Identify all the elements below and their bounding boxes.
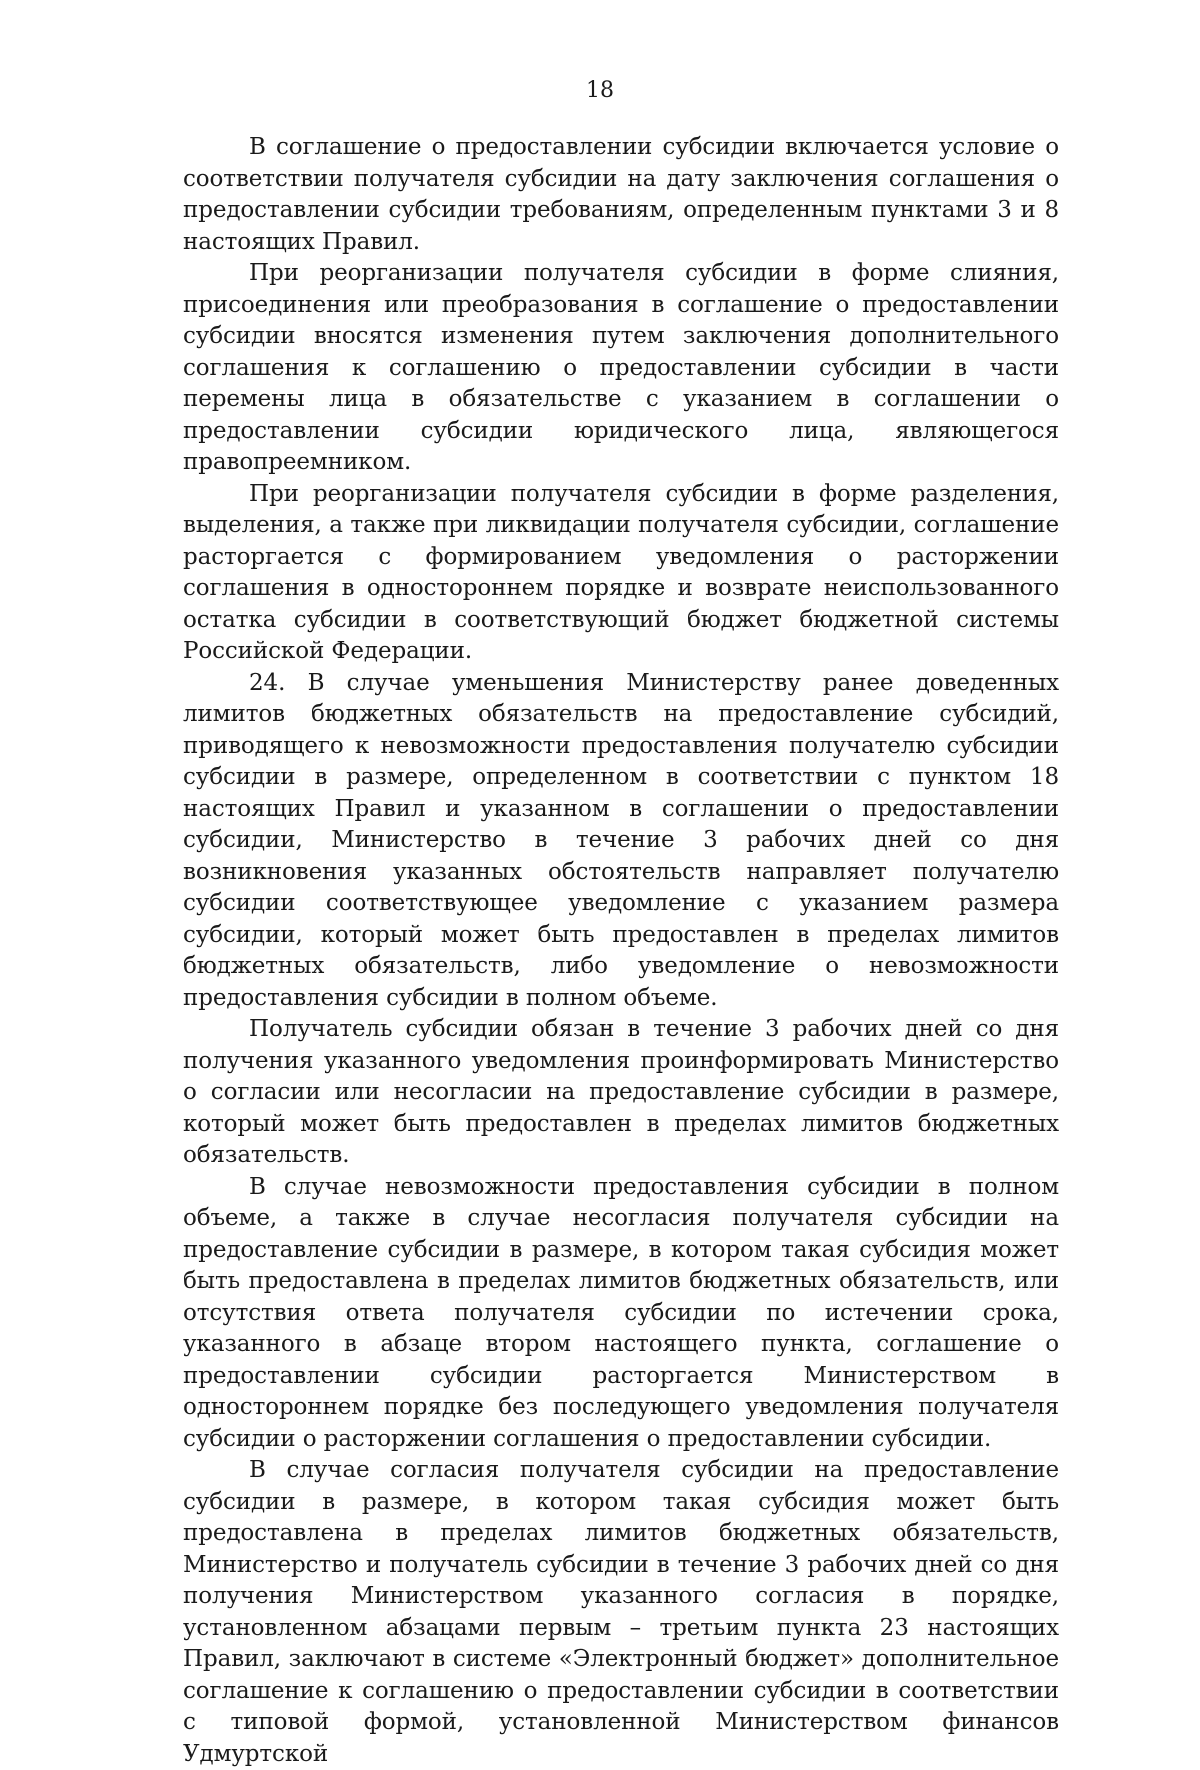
paragraph: Получатель субсидии обязан в течение 3 рабочих дней со дня получения указанного уведомления проинформировать Министерство о согласии или несогласии на предоставление субсидии в размере, который может быть предоставлен в пределах лимитов бюджетных обязательств. [183,1016,1059,1168]
paragraph: При реорганизации получателя субсидии в форме разделения, выделения, а также при ликвидации получателя субсидии, соглашение расторгается с формированием уведомления о расторжении соглашения в одностороннем порядке и возврате неиспользованного остатка субсидии в соответствующий бюджет бюджетной системы Российской Федерации. [183,480,1059,664]
page-number: 18 [586,78,614,103]
paragraph: При реорганизации получателя субсидии в форме слияния, присоединения или преобразования в соглашение о предоставлении субсидии вносятся изменения путем заключения дополнительного соглашения к соглашению о предоставлении субсидии в части перемены лица в обязательстве с указанием в соглашении о предоставлении субсидии юридического лица, являющегося правопреемником. [183,260,1059,475]
document-body [183,132,1059,1770]
paragraph: 24. В случае уменьшения Министерству ранее доведенных лимитов бюджетных обязательств на предоставление субсидий, приводящего к невозможности предоставления получателю субсидии субсидии в размере, определенном в соответствии с пунктом 18 настоящих Правил и указанном в соглашении о предоставлении субсидии, Министерство в течение 3 рабочих дней со дня возникновения указанных обстоятельств направляет получателю субсидии соответствующее уведомление с указанием размера субсидии, который может быть предоставлен в пределах лимитов бюджетных обязательств, либо уведомление о невозможности предоставления субсидии в полном объеме. [183,669,1059,1011]
paragraph: В случае согласия получателя субсидии на предоставление субсидии в размере, в котором такая субсидия может быть предоставлена в пределах лимитов бюджетных обязательств, Министерство и получатель субсидии в течение 3 рабочих дней со дня получения Министерством указанного согласия в порядке, установленном абзацами первым – третьим пункта 23 настоящих Правил, заключают в системе «Электронный бюджет» дополнительное соглашение к соглашению о предоставлении субсидии в соответствии с типовой формой, установленной Министерством финансов Удмуртской [183,1457,1059,1767]
paragraph: В соглашение о предоставлении субсидии включается условие о соответствии получателя субсидии на дату заключения соглашения о предоставлении субсидии требованиям, определенным пунктами 3 и 8 настоящих Правил. [183,134,1059,255]
paragraph: В случае невозможности предоставления субсидии в полном объеме, а также в случае несогласия получателя субсидии на предоставление субсидии в размере, в котором такая субсидия может быть предоставлена в пределах лимитов бюджетных обязательств, или отсутствия ответа получателя субсидии по истечении срока, указанного в абзаце втором настоящего пункта, соглашение о предоставлении субсидии расторгается Министерством в одностороннем порядке без последующего уведомления получателя субсидии о расторжении соглашения о предоставлении субсидии. [183,1173,1059,1452]
